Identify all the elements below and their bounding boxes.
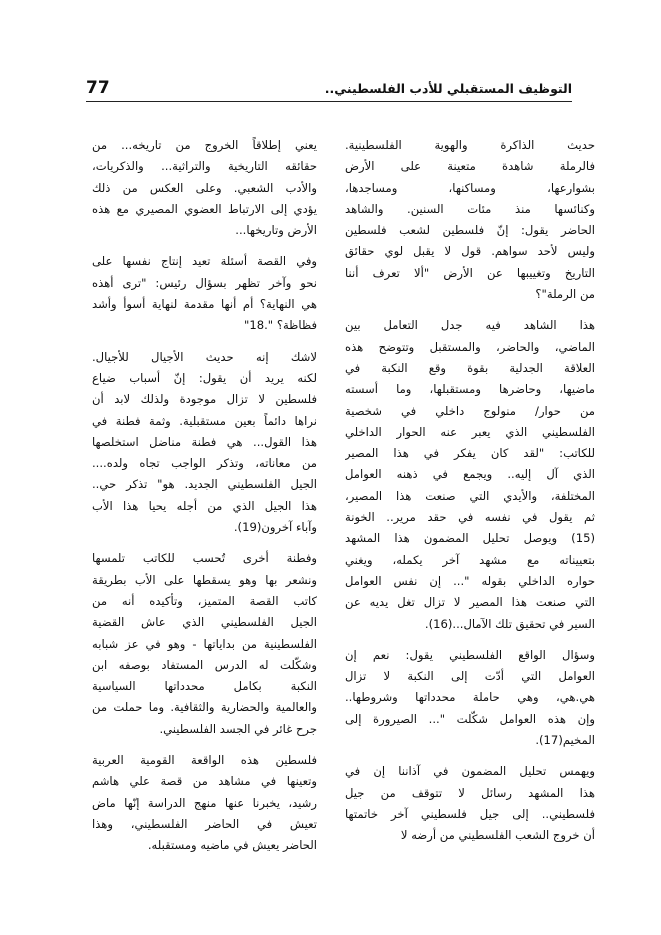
text-line: والعالمية والحضارية والثقافية. وما حملت من — [92, 700, 317, 715]
text-line: وشكّلت له الدرس المستفاد بوصفه ابن — [92, 657, 317, 672]
text-line: تعيش في الحاضر الفلسطيني، وهذا — [92, 816, 317, 831]
text-line: ونشعر بها وهو يسقطها على الأب بطريقة — [92, 572, 317, 587]
text-line: لاشك إنه حديث الأجيال للأجيال. — [92, 349, 317, 364]
text-line: وتعينها في مشاهد من قصة علي هاشم — [92, 774, 317, 789]
paragraph — [92, 135, 317, 241]
text-line: فلسطيني.. إلى جيل فلسطيني آخر خاتمتها — [345, 806, 595, 821]
text-line: وليس لأحد سواهم. قول لا يقبل لوي حقائق — [345, 244, 595, 259]
text-line: وكنائسها منذ مئات السنين. والشاهد — [345, 201, 595, 216]
text-line: وآباء آخرون(19). — [233, 520, 317, 535]
paragraph — [345, 315, 595, 634]
text-line: حقائقه التاريخية والتراثية... والذكريات، — [92, 159, 317, 174]
text-line: ماضيها، وحاضرها ومستقبلها، وما أسسته — [345, 382, 595, 397]
text-line: (15) ويوصل تحليل المضمون هذا المشهد — [345, 531, 595, 546]
text-line: الجيل الفلسطيني الذي عاش القضية — [92, 615, 317, 630]
text-line: العوامل التي أدّت إلى النكبة لا تزال — [345, 669, 595, 684]
text-line: يؤدي إلى الارتباط العضوي المصيري مع هذه — [92, 201, 317, 216]
text-line: النكبة بكامل محدداتها السياسية — [92, 679, 317, 694]
paragraph — [345, 761, 595, 846]
text-line: بشوارعها، ومساكنها، ومساجدها، — [345, 180, 595, 195]
text-line: رشيد، يخبرنا عنها منهج الدراسة إنّها ماض — [92, 795, 317, 810]
text-line: فلسطين هذه الواقعة القومية العربية — [92, 753, 317, 768]
text-line: السير في تحقيق تلك الآمال...(16). — [424, 616, 595, 631]
paragraph — [345, 645, 595, 751]
text-line: يعني إطلاقاً الخروج من تاريخه... من — [92, 138, 317, 152]
running-title: التوظيف المستقبلي للأدب الفلسطيني.. — [324, 81, 572, 96]
text-line: من حوار/ منولوج داخلي في شخصية — [345, 403, 595, 418]
text-line: وفي القصة أسئلة تعيد إنتاج نفسها على — [92, 254, 317, 269]
text-line: هي.هي، وهي حاملة محدداتها وشروطها.. — [345, 690, 595, 705]
text-line: فالرملة شاهدة متعينة على الأرض — [345, 159, 595, 174]
text-line: وسؤال الواقع الفلسطيني يقول: نعم إن — [345, 647, 595, 662]
text-line: التي صنعت هذا المصير لا تزال تغل يديه عن — [345, 595, 595, 610]
paragraph — [92, 750, 317, 856]
text-line: نراها دائماً بعين مستقبلية. وثمة فطنة في — [92, 413, 317, 428]
paragraph — [92, 347, 317, 539]
text-line: الفلسطيني الذي يعبر عنه الحوار الداخلي — [345, 424, 595, 439]
page-number: 77 — [86, 78, 110, 98]
text-line: ثم يقول في نفسه في حقد مرير.. الخونة — [345, 510, 595, 525]
text-line: الفلسطينية من بداياتها - وهو في عز شبابه — [92, 636, 317, 651]
text-line: هذا المشهد رسائل لا تتوقف من جيل — [345, 785, 595, 800]
text-line: الحاضر يقول: إنّ فلسطين لشعب فلسطين — [345, 223, 595, 238]
paragraph — [92, 251, 317, 336]
left-column — [92, 135, 317, 867]
text-line: الجيل الفلسطيني الجديد. هو" تذكر حي.. — [92, 477, 317, 492]
text-line: فظاظة؟ ".18" — [244, 318, 317, 333]
text-line: أن خروج الشعب الفلسطيني من أرضه لا — [400, 828, 595, 843]
text-line: الماضي، والحاضر، والمستقبل وتتوضح هذه — [345, 339, 595, 354]
text-line: فلسطين لا تزال موجودة ولذلك لابد أن — [92, 392, 317, 407]
text-line: والأدب الشعبي. وعلى العكس من ذلك — [92, 180, 317, 195]
text-line: الحاضر يعيش في ماضيه ومستقبله. — [147, 838, 317, 853]
text-line: هذا الجيل الذي من أجله يحيا هذا الأب — [92, 498, 317, 513]
text-line: حديث الذاكرة والهوية الفلسطينية. — [345, 138, 595, 152]
text-line: الذي آل إليه.. ويجمع في ذهنه العوامل — [345, 467, 595, 482]
text-line: هذا الشاهد فيه جدل التعامل بين — [345, 318, 595, 333]
text-line: التاريخ وتغييبها عن الأرض "ألا تعرف أننا — [345, 265, 595, 280]
text-line: وفطنة أخرى تُحسب للكاتب تلمسها — [92, 551, 317, 566]
header-rule — [86, 101, 572, 102]
text-line: وإن هذه العوامل شكّلت "... الصيرورة إلى — [345, 711, 595, 726]
text-line: نحو وآخر تظهر بسؤال رئيس: "ترى أهذه — [92, 275, 317, 290]
text-line: الأرض وتاريخها... — [235, 223, 317, 238]
paragraph — [345, 135, 595, 305]
text-line: كاتب القصة المتميز، وتأكيده أنه من — [92, 593, 317, 608]
text-line: العلاقة الجدلية بقوة وقع النكبة في — [345, 360, 595, 375]
text-line: المختلفة، والأيدي التي صنعت هذا المصير، — [345, 488, 595, 503]
text-line: هي النهاية؟ أم أنها مقدمة لنهاية أسوأ وأشد — [92, 297, 317, 312]
text-line: حواره الداخلي بقوله "... إن نفس العوامل — [345, 573, 595, 588]
text-line: هذا القول... هي فطنة مناضل استخلصها — [92, 434, 317, 449]
text-line: من الرملة"؟ — [535, 287, 595, 302]
text-line: المخيم(17). — [535, 733, 595, 748]
text-line: لكنه يريد أن يقول: إنّ أسباب ضياع — [92, 370, 317, 385]
text-line: ويهمس تحليل المضمون في آذاننا إن في — [345, 764, 595, 779]
right-column — [345, 135, 595, 857]
text-line: للكاتب: "لقد كان يفكر في هذا المصير — [345, 446, 595, 461]
text-line: بتعييناته مع مشهد آخر يكمله، ويغني — [345, 552, 595, 567]
text-line: جرح غائر في الجسد الفلسطيني. — [159, 721, 317, 736]
text-line: من معاناته، وتذكر الواجب تجاه ولده.... — [92, 456, 317, 471]
paragraph — [92, 548, 317, 740]
